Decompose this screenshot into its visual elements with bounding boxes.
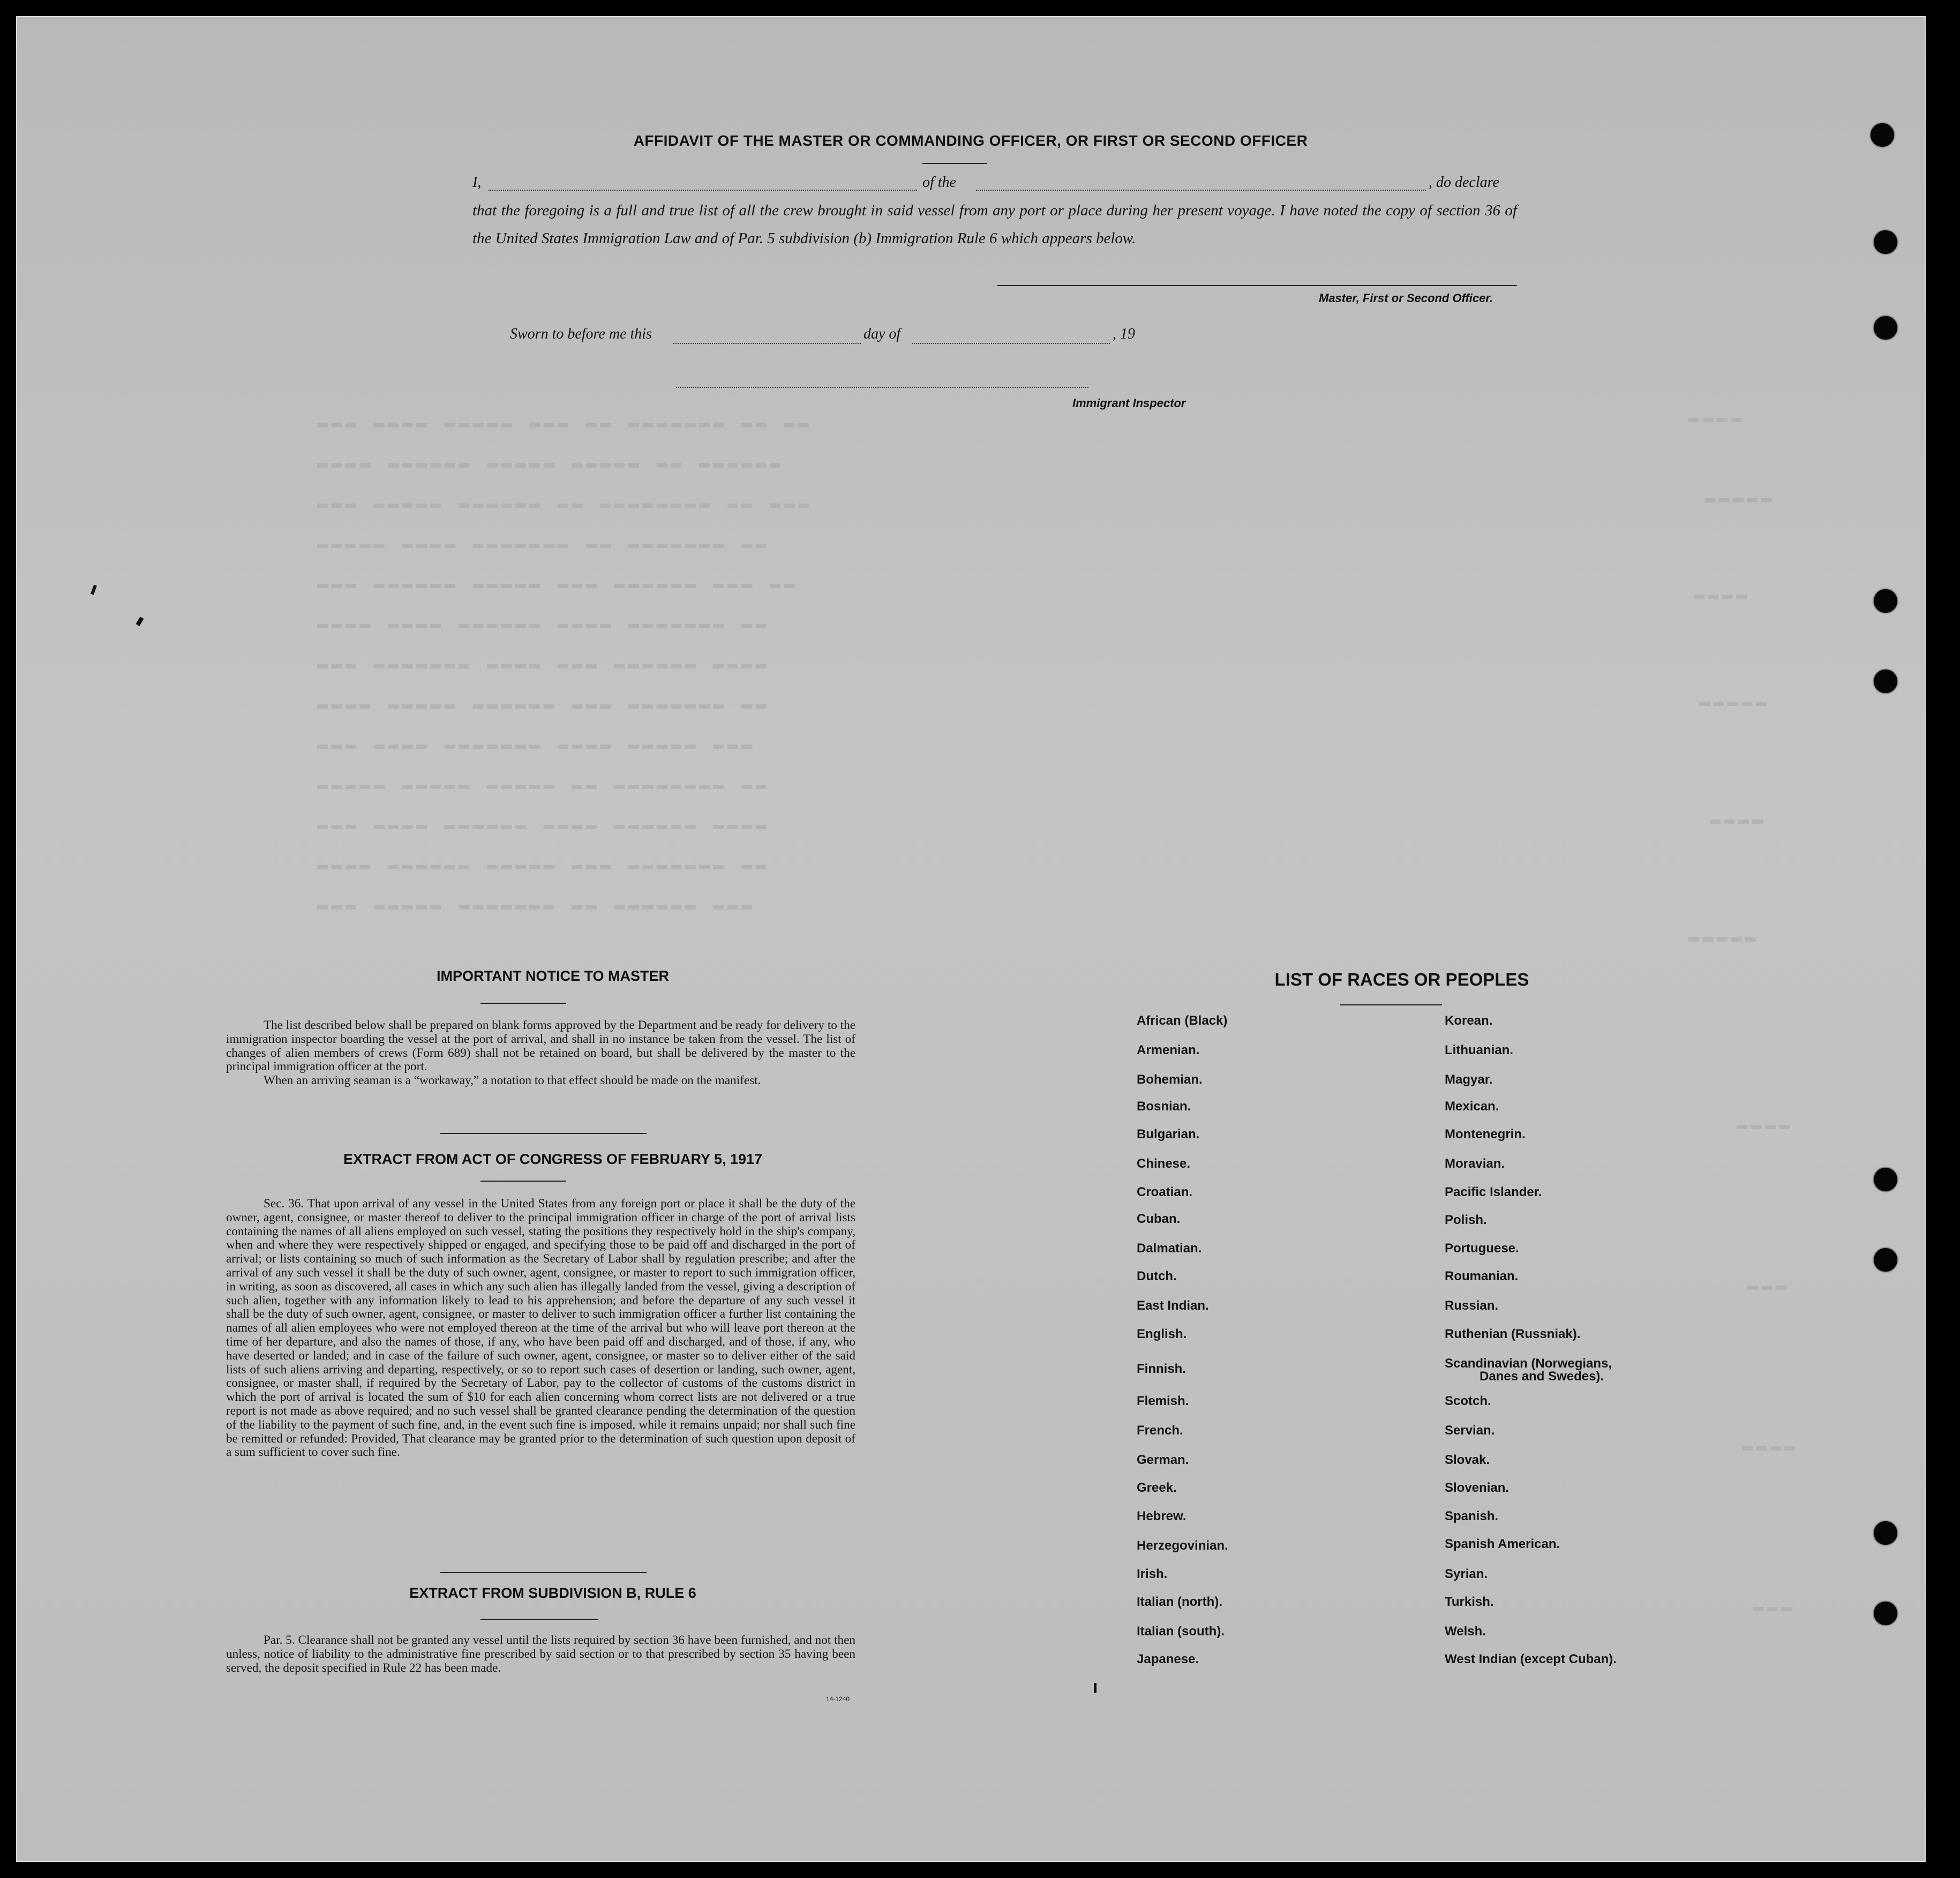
right-race-item: Welsh. [1445, 1624, 1486, 1639]
right-race-item: Russian. [1445, 1298, 1499, 1313]
right-race-item: Scandinavian (Norwegians, [1445, 1356, 1612, 1371]
day-of-label: day of [863, 326, 901, 342]
title-underline [922, 163, 987, 164]
right-race-item: Turkish. [1445, 1595, 1494, 1609]
right-race-item: Korean. [1445, 1013, 1493, 1028]
left-race-item: Greek. [1137, 1481, 1177, 1495]
sworn-month-blank[interactable] [912, 343, 1110, 344]
binder-hole [1874, 230, 1897, 254]
vessel-blank[interactable] [976, 190, 1426, 191]
right-race-item: Servian. [1445, 1423, 1495, 1438]
left-race-item: African (Black) [1137, 1013, 1228, 1028]
act-extract-body [226, 1197, 855, 1460]
binder-hole [1874, 1602, 1897, 1625]
officer-caption: Master, First or Second Officer. [1319, 291, 1493, 305]
left-race-item: German. [1137, 1453, 1189, 1467]
left-race-item: Irish. [1137, 1567, 1168, 1581]
right-race-item: West Indian (except Cuban). [1445, 1652, 1617, 1666]
form-code: 14-1240 [826, 1695, 850, 1703]
sworn-label: Sworn to before me this [510, 326, 652, 342]
notice-paragraph-workaway: When an arriving seaman is a “workaway,” a notation to that effect should be made on the manifest. [264, 1073, 761, 1088]
right-race-item: Montenegrin. [1445, 1127, 1526, 1141]
ink-speck [1094, 1683, 1097, 1693]
sworn-day-blank[interactable] [673, 343, 861, 344]
notice-body [226, 1019, 855, 1088]
rule-extract-underline [480, 1619, 598, 1620]
right-race-item: Danes and Swedes). [1480, 1369, 1604, 1384]
left-race-item: Japanese. [1137, 1652, 1199, 1666]
declare-of-the-label: of the [922, 174, 956, 191]
ink-speck [136, 617, 144, 626]
left-race-item: Finnish. [1137, 1362, 1186, 1376]
affidavit-title: AFFIDAVIT OF THE MASTER OR COMMANDING OFFICER, OR FIRST OR SECOND OFFICER [633, 132, 1308, 149]
right-race-item: Syrian. [1445, 1567, 1488, 1581]
right-race-item: Roumanian. [1445, 1269, 1519, 1283]
binder-hole [1874, 670, 1897, 693]
right-race-item: Spanish. [1445, 1509, 1499, 1523]
left-race-item: Bohemian. [1137, 1072, 1203, 1087]
left-race-item: Hebrew. [1137, 1509, 1186, 1523]
left-race-item: Dutch. [1137, 1269, 1177, 1283]
officer-signature-line[interactable] [997, 285, 1517, 286]
declare-i-label: I, [472, 174, 482, 191]
binder-hole [1874, 1168, 1897, 1191]
binder-hole [1874, 316, 1897, 340]
right-race-item: Pacific Islander. [1445, 1185, 1542, 1199]
ink-speck [91, 585, 97, 595]
binder-hole [1874, 589, 1897, 613]
left-race-item: Cuban. [1137, 1212, 1181, 1226]
right-race-item: Polish. [1445, 1213, 1487, 1227]
right-race-item: Ruthenian (Russniak). [1445, 1327, 1581, 1341]
right-race-item: Slovak. [1445, 1453, 1490, 1467]
declare-end-label: , do declare [1429, 174, 1499, 191]
left-race-item: East Indian. [1137, 1298, 1209, 1313]
act-extract-underline [480, 1181, 566, 1182]
left-race-item: Chinese. [1137, 1156, 1191, 1171]
year-label: , 19 [1113, 326, 1135, 342]
inspector-caption: Immigrant Inspector [1072, 396, 1186, 410]
left-race-item: Croatian. [1137, 1185, 1193, 1199]
rule-extract-body [226, 1634, 855, 1675]
rule-extract-title: EXTRACT FROM SUBDIVISION B, RULE 6 [409, 1585, 696, 1601]
notice-title: IMPORTANT NOTICE TO MASTER [437, 968, 669, 984]
left-race-item: Bosnian. [1137, 1099, 1191, 1114]
right-race-item: Mexican. [1445, 1099, 1499, 1114]
name-blank[interactable] [489, 190, 917, 191]
right-race-item: Scotch. [1445, 1394, 1491, 1408]
left-race-item: Armenian. [1137, 1043, 1200, 1057]
right-race-item: Lithuanian. [1445, 1043, 1513, 1057]
right-race-item: Spanish American. [1445, 1537, 1560, 1551]
left-race-item: Italian (south). [1137, 1624, 1225, 1639]
section-36-text: Sec. 36. That upon arrival of any vessel in the United States from any foreign port or place it shall be the duty of the owner, agent, consignee, or master thereof to deliver to the principal immigration officer in charge of the port of arrival lists containing the names of all aliens employed on such vessel, stating the positions they respectively hold in the ship's company, when and where they were respectively shipped or engaged, and specifying those to be paid off and discharged in the port of arrival; or lists containing so much of such information as the Secretary of Labor shall by regulation prescribe; and after the arrival of any such vessel it shall be the duty of such owner, agent, consignee, or master to report to such immigration officer, in writing, as soon as discovered, all cases in which any such alien has illegally landed from the vessel, giving a description of such alien, together with any information likely to lead to his apprehension; and before the departure of any such vessel it shall be the duty of such owner, agent, consignee, or master to deliver to such immigration officer a further list containing the names of all alien employees who were not employed thereon at the time of the arrival but who will leave port thereon at the time of her departure, and also the names of those, if any, who have been paid off and discharged, and of those, if any, who have deserted or landed; and in case of the failure of such owner, agent, consignee, or master so to deliver either of the said lists of such aliens arriving and departing, respectively, or so to report such cases of desertion or landing, such owner, agent, consignee, or master shall, if required by the Secretary of Labor, pay to the collector of customs of the customs district in which the port of arrival is located the sum of $10 for each alien concerning whom correct lists are not delivered or a true report is not made as above required; and no such vessel shall be granted clearance pending the determination of the question of the liability to the payment of such fine, and, in the event such fine is imposed, while it remains unpaid; nor shall such fine be remitted or refunded: Provided, That clearance may be granted prior to the determination of such question upon deposit of a sum sufficient to cover such fine. [226, 1197, 855, 1460]
left-race-item: Herzegovinian. [1137, 1538, 1228, 1553]
section-divider [440, 1572, 647, 1573]
left-race-item: Flemish. [1137, 1394, 1189, 1408]
act-extract-title: EXTRACT FROM ACT OF CONGRESS OF FEBRUARY 5, 1917 [343, 1151, 763, 1167]
affidavit-statement: that the foregoing is a full and true list of all the crew brought in said vessel from any port or place during her present voyage. I have noted the copy of section 36 of the United States Immigration Law and of Par. 5 subdivision (b) Immigration Rule 6 which appears below. [472, 202, 1517, 247]
right-race-item: Magyar. [1445, 1072, 1493, 1087]
binder-hole [1874, 1248, 1897, 1272]
left-race-item: Italian (north). [1137, 1595, 1222, 1609]
right-race-item: Moravian. [1445, 1156, 1505, 1171]
notice-underline [480, 1003, 566, 1004]
races-title: LIST OF RACES OR PEOPLES [1274, 970, 1529, 989]
form-sheet: ▬▬▬ ▬▬▬▬ ▬▬▬▬▬ ▬▬▬ ▬▬ ▬▬▬▬▬▬▬ ▬▬ ▬▬ ▬▬▬▬ ▬▬▬▬▬▬ ▬▬▬▬▬ ▬▬▬▬▬ ▬▬ ▬▬▬▬▬▬ ▬▬▬ ▬▬▬▬▬ ▬▬▬▬▬▬ ▬▬ ▬▬▬▬▬▬▬▬ ▬▬ ▬▬▬ ▬▬▬▬▬ ▬▬▬▬ ▬▬▬▬▬▬▬ ▬▬ ▬▬▬▬▬▬▬ ▬▬ ▬▬▬ ▬▬▬▬▬▬ ▬▬▬▬▬ ▬▬▬ ▬▬▬▬▬▬ ▬▬▬ ▬▬ ▬▬▬▬ ▬▬▬▬ ▬▬▬▬▬▬ ▬▬▬▬ ▬▬▬▬▬▬▬ ▬▬ ▬▬▬ ▬▬▬▬▬▬▬ ▬▬▬▬ ▬▬▬ ▬▬▬▬▬▬ ▬▬▬▬ ▬▬▬▬ ▬▬▬▬▬ ▬▬▬▬▬▬ ▬▬▬ ▬▬▬▬▬▬▬ ▬▬ ▬▬▬ ▬▬▬▬ ▬▬▬▬▬▬▬ ▬▬▬▬ ▬▬▬▬▬ ▬▬▬ ▬▬▬▬▬ ▬▬▬▬▬ ▬▬▬▬▬ ▬▬ ▬▬▬▬▬▬▬▬ ▬▬ ▬▬▬ ▬▬▬▬ ▬▬▬▬▬▬ ▬▬▬▬ ▬▬▬▬▬▬ ▬▬▬▬ ▬▬▬▬ ▬▬▬▬▬▬ ▬▬▬▬▬ ▬▬▬ ▬▬▬▬▬▬▬ ▬▬ ▬▬▬ ▬▬▬▬▬ ▬▬▬▬▬▬▬ ▬▬ ▬▬▬▬▬▬ ▬▬▬ ▬▬▬▬ ▬▬▬▬▬ ▬▬▬▬ ▬▬▬▬▬ ▬▬▬▬ ▬▬▬▬▬ ▬▬▬▬ ▬▬▬ ▬▬▬▬ ▬▬▬ AFFIDAVIT OF THE MASTER OR COMMANDING OFFICER, OR FIRST OR SECOND OFFICER I, of the , do declare that the foregoing is a full and true list of all the crew brought in said vessel from any port or place during her present voyage. I have noted the copy of section 36 of the United States Immigration Law and of Par. 5 subdivision (b) Immigration Rule 6 which appears below. Master, First or Second Officer. Sworn to before me this day of , 19 Immigrant Inspector IMPORTANT NOTICE TO MASTER The list described below shall be prepared on blank forms approved by the Department and be ready for delivery to the immigration inspector boarding the vessel at the port of arrival, and shall in no instance be taken from the vessel. The list of changes of alien members of crews (Form 689) shall not be retained on board, but shall be delivered by the master to the principal immigration officer at the port. When an arriving seaman is a “workaway,” a notation to that effect should be made on the manifest. EXTRACT FROM ACT OF CONGRESS OF FEBRUARY 5, 1917 Sec. 36. That upon arrival of any vessel in the United States from any foreign port or place it shall be the duty of the owner, agent, consignee, or master thereof to deliver to the principal immigration officer in charge of the port of arrival lists containing the names of all aliens employed on such vessel, stating the positions they respectively hold in the ship's company, when and where they were respectively shipped or engaged, and specifying those to be paid off and discharged in the port of arrival; or lists containing so much of such information as the Secretary of Labor shall by regulation prescribe; and after the arrival of any such vessel it shall be the duty of such owner, agent, consignee, or master to report to such immigration officer, in writing, as soon as discovered, all cases in which any such alien has illegally landed from the vessel, giving a description of such alien, together with any information likely to lead to his apprehension; and before the departure of any such vessel it shall be the duty of such owner, agent, consignee, or master to deliver to such immigration officer a further list containing the names of all alien employees who were not employed thereon at the time of the arrival but who will leave port thereon at the time of her departure, and also the names of those, if any, who have been paid off and discharged, and of those, if any, who have deserted or landed; and in case of the failure of such owner, agent, consignee, or master so to deliver either of the said lists of such aliens arriving and departing, respectively, or so to report such cases of desertion or landing, such owner, agent, consignee, or master shall, if required by the Secretary of Labor, pay to the collector of customs of the customs district in which the port of arrival is located the sum of $10 for each alien concerning whom correct lists are not delivered or a true report is not made as above required; and no such vessel shall be granted clearance pending the determination of the question of the liability to the payment of such fine, and, in the event such fine is imposed, while it remains unpaid; nor shall such fine be remitted or refunded: Provided, That clearance may be granted prior to the determination of such question upon deposit of a sum sufficient to cover such fine. EXTRACT FROM SUBDIVISION B, RULE 6 Par. 5. Clearance shall not be granted any vessel until the lists required by section 36 have been furnished, and not then unless, notice of liability to the administrative fine prescribed by said section or to that prescribed by section 35 having been served, the deposit specified in Rule 22 has been made. 14-1240 LIST OF RACES OR PEOPLES African (Black) Armenian. Bohemian. Bosnian. Bulgarian. Chinese. Croatian. Cuban. Dalmatian. Dutch. East Indian. English. Finnish. Flemish. French. German. Greek. Hebrew. Herzegovinian. Irish. Italian (north). Italian (south). Japanese. Korean. Lithuanian. Magyar. Mexican. Montenegrin. Moravian. Pacific Islander. Polish. Portuguese. Roumanian. Russian. Ruthenian (Russniak). Scandinavian (Norwegians, Danes and Swedes). Scotch. Servian. Slovak. Slovenian. Spanish. Spanish American. Syrian. Turkish. Welsh. West Indian (except Cuban). [16, 16, 1926, 1862]
races-underline [1340, 1004, 1442, 1005]
section-divider [440, 1133, 647, 1134]
left-race-item: English. [1137, 1327, 1187, 1341]
binder-hole [1874, 1521, 1897, 1545]
right-race-item: Portuguese. [1445, 1241, 1519, 1256]
left-race-item: Dalmatian. [1137, 1241, 1202, 1256]
par-5-text: Par. 5. Clearance shall not be granted any vessel until the lists required by section 36 have been furnished, and not then unless, notice of liability to the administrative fine prescribed by said section or to that prescribed by section 35 having been served, the deposit specified in Rule 22 has been made. [226, 1633, 855, 1675]
notice-paragraph: The list described below shall be prepared on blank forms approved by the Department and be ready for delivery to the immigration inspector boarding the vessel at the port of arrival, and shall in no instance be taken from the vessel. The list of changes of alien members of crews (Form 689) shall not be retained on board, but shall be delivered by the master to the principal immigration officer at the port. [226, 1018, 855, 1074]
left-race-item: French. [1137, 1423, 1183, 1438]
left-race-item: Bulgarian. [1137, 1127, 1200, 1141]
right-race-item: Slovenian. [1445, 1481, 1510, 1495]
inspector-signature-line[interactable] [676, 387, 1088, 388]
binder-hole [1871, 123, 1894, 147]
